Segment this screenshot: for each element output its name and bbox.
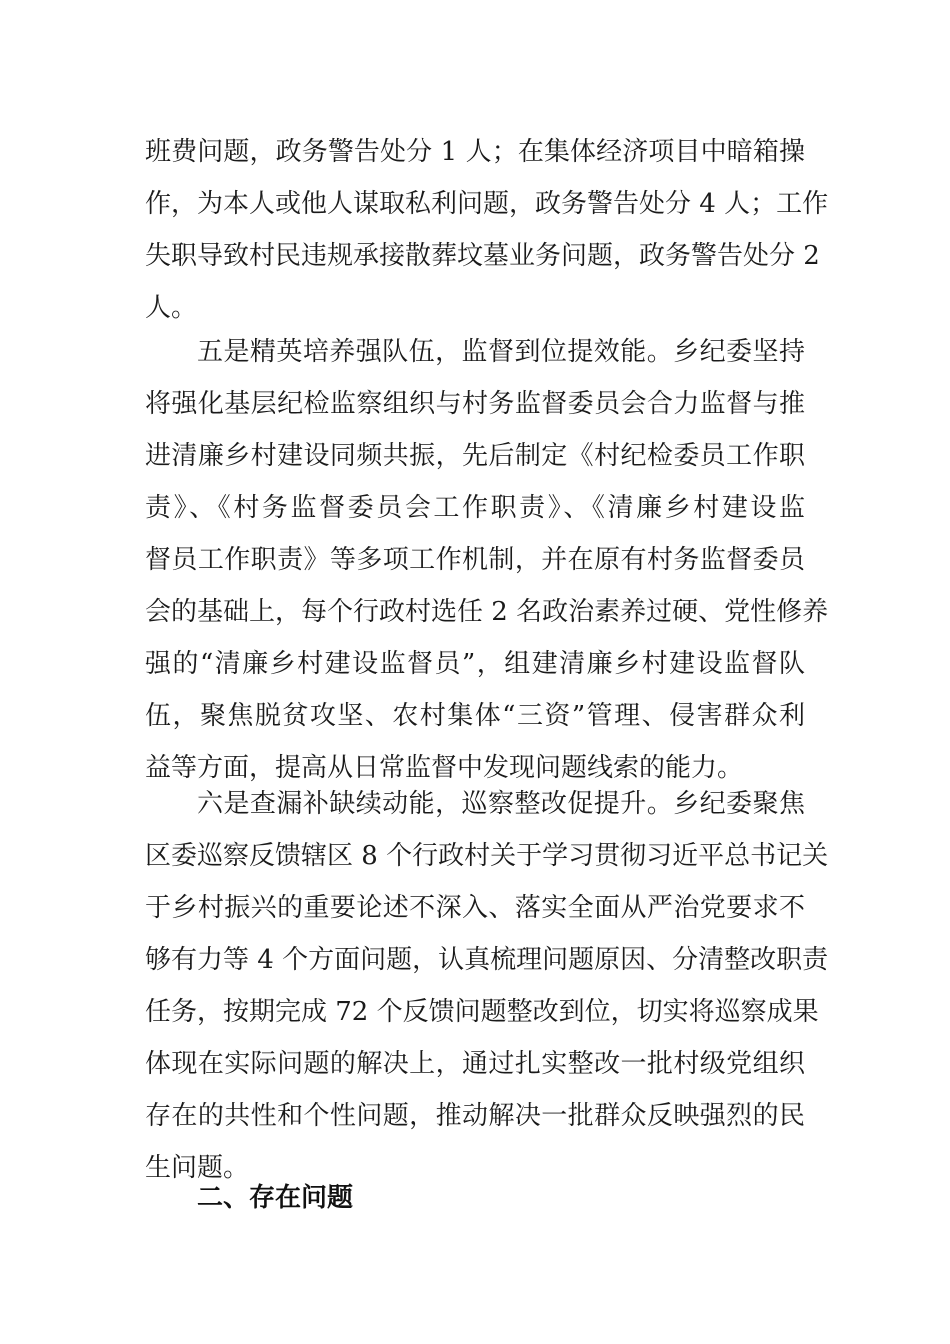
- paragraph-line: 伍，聚焦脱贫攻坚、农村集体“三资”管理、侵害群众利: [145, 701, 805, 731]
- paragraph-line: 任务，按期完成 72 个反馈问题整改到位，切实将巡察成果: [145, 997, 819, 1027]
- paragraph-line: 六是查漏补缺续动能，巡察整改促提升。乡纪委聚焦: [197, 789, 805, 819]
- paragraph-line: 将强化基层纪检监察组织与村务监督委员会合力监督与推: [145, 389, 805, 419]
- paragraph-line: 益等方面，提高从日常监督中发现问题线索的能力。: [145, 753, 744, 783]
- paragraph-1: [145, 126, 829, 334]
- paragraph-line: 作，为本人或他人谋取私利问题，政务警告处分 4 人；工作: [145, 189, 829, 219]
- paragraph-line: 人。: [145, 293, 198, 323]
- paragraph-line: 失职导致村民违规承接散葬坟墓业务问题，政务警告处分 2: [145, 241, 820, 271]
- paragraph-line: 够有力等 4 个方面问题，认真梳理问题原因、分清整改职责: [145, 945, 829, 975]
- paragraph-line: 进清廉乡村建设同频共振，先后制定《村纪检委员工作职: [145, 441, 805, 471]
- paragraph-line: 区委巡察反馈辖区 8 个行政村关于学习贯彻习近平总书记关: [145, 841, 829, 871]
- paragraph-line: 会的基础上，每个行政村选任 2 名政治素养过硬、党性修养: [145, 597, 829, 627]
- paragraph-line: 强的“清廉乡村建设监督员”，组建清廉乡村建设监督队: [145, 649, 805, 679]
- paragraph-line: 生问题。: [145, 1153, 250, 1183]
- paragraph-line: 班费问题，政务警告处分 1 人；在集体经济项目中暗箱操: [145, 137, 805, 167]
- paragraph-2: [145, 326, 829, 794]
- paragraph-line: 责》、《村务监督委员会工作职责》、《清廉乡村建设监: [145, 493, 805, 523]
- paragraph-line: 于乡村振兴的重要论述不深入、落实全面从严治党要求不: [145, 893, 805, 923]
- paragraph-line: 存在的共性和个性问题，推动解决一批群众反映强烈的民: [145, 1101, 805, 1131]
- paragraph-line: 督员工作职责》等多项工作机制，并在原有村务监督委员: [145, 545, 805, 575]
- paragraph-line: 五是精英培养强队伍，监督到位提效能。乡纪委坚持: [197, 337, 805, 367]
- section-heading: 二、存在问题: [197, 1183, 354, 1213]
- paragraph-3: [145, 778, 829, 1194]
- paragraph-line: 体现在实际问题的解决上，通过扎实整改一批村级党组织: [145, 1049, 805, 1079]
